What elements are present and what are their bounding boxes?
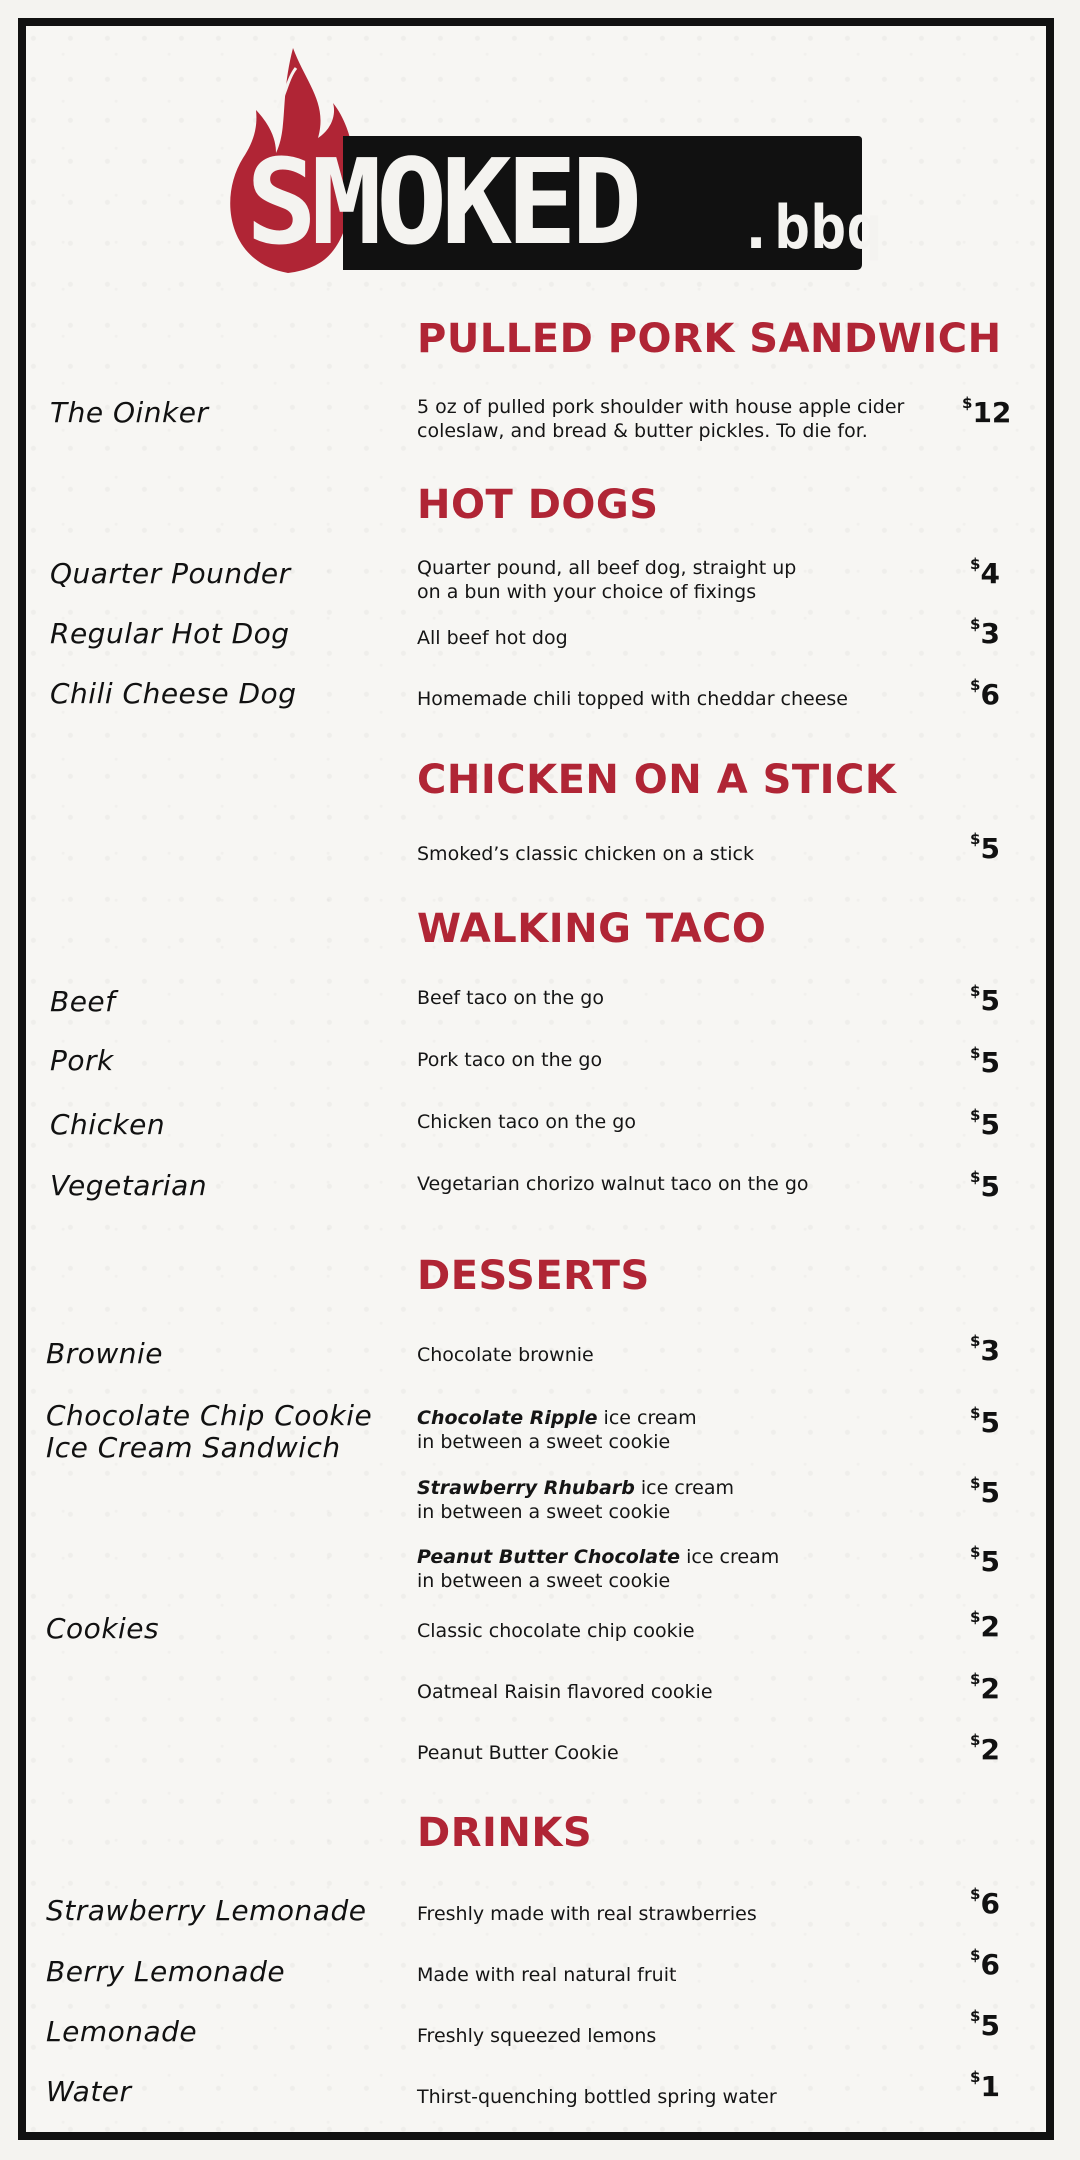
item-price-peanut-butter-chocolate: $5 (970, 1543, 1000, 1578)
item-price-chocolate-ripple: $5 (970, 1404, 1000, 1439)
item-name-pork: Pork (50, 1044, 114, 1077)
item-price-chili-cheese-dog: $6 (970, 676, 1000, 711)
item-desc-vegetarian: Vegetarian chorizo walnut taco on the go (417, 1173, 809, 1195)
item-desc-peanut-butter-chocolate: Peanut Butter Chocolate ice cream in between a sweet cookie (417, 1546, 780, 1592)
item-desc-brownie: Chocolate brownie (417, 1344, 594, 1366)
item-name-ice-cream-sandwich: Chocolate Chip Cookie Ice Cream Sandwich (46, 1399, 373, 1464)
item-name-lemonade: Lemonade (46, 2015, 198, 2048)
item-price-berry-lemonade: $6 (970, 1946, 1000, 1981)
item-desc-water: Thirst-quenching bottled spring water (417, 2086, 777, 2108)
item-desc-oatmeal-raisin: Oatmeal Raisin flavored cookie (417, 1681, 713, 1703)
item-desc-regular-hot-dog: All beef hot dog (417, 627, 568, 649)
item-desc-beef: Beef taco on the go (417, 987, 604, 1009)
item-name-vegetarian: Vegetarian (50, 1169, 208, 1202)
item-price-the-oinker: $12 (962, 394, 1012, 429)
item-name-beef: Beef (50, 985, 116, 1018)
item-desc-chicken-on-a-stick: Smoked’s classic chicken on a stick (417, 843, 754, 865)
item-desc-classic-chocolate-chip: Classic chocolate chip cookie (417, 1620, 695, 1642)
item-price-strawberry-lemonade: $6 (970, 1885, 1000, 1920)
item-price-pork: $5 (970, 1044, 1000, 1079)
item-price-brownie: $3 (970, 1332, 1000, 1367)
item-desc-quarter-pounder: Quarter pound, all beef dog, straight up on a bun with your choice of fixings (417, 557, 797, 603)
item-name-quarter-pounder: Quarter Pounder (50, 557, 291, 590)
item-name-brownie: Brownie (46, 1337, 164, 1370)
item-price-water: $1 (970, 2068, 1000, 2103)
item-price-quarter-pounder: $4 (970, 555, 1000, 590)
item-desc-strawberry-rhubarb: Strawberry Rhubarb ice cream in between a sweet cookie (417, 1477, 735, 1523)
item-price-lemonade: $5 (970, 2007, 1000, 2042)
section-title-desserts: DESSERTS (417, 1253, 650, 1299)
item-price-regular-hot-dog: $3 (970, 615, 1000, 650)
item-desc-berry-lemonade: Made with real natural fruit (417, 1964, 677, 1986)
section-title-pulled-pork: PULLED PORK SANDWICH (417, 316, 1002, 362)
item-price-oatmeal-raisin: $2 (970, 1670, 1000, 1705)
item-name-cookies: Cookies (46, 1612, 160, 1645)
item-name-water: Water (46, 2075, 132, 2108)
item-desc-the-oinker: 5 oz of pulled pork shoulder with house apple cider coleslaw, and bread & butter pickles. To die for. (417, 396, 905, 442)
item-name-chicken: Chicken (50, 1108, 166, 1141)
item-desc-chicken: Chicken taco on the go (417, 1111, 636, 1133)
section-title-hot-dogs: HOT DOGS (417, 482, 659, 528)
item-price-vegetarian: $5 (970, 1168, 1000, 1203)
flame-icon (218, 48, 883, 278)
item-desc-chocolate-ripple: Chocolate Ripple ice cream in between a sweet cookie (417, 1407, 697, 1453)
svg-text:.bbq: .bbq (738, 193, 883, 263)
item-price-strawberry-rhubarb: $5 (970, 1474, 1000, 1509)
item-price-peanut-butter-cookie: $2 (970, 1731, 1000, 1766)
item-desc-chili-cheese-dog: Homemade chili topped with cheddar cheese (417, 688, 848, 710)
item-name-chili-cheese-dog: Chili Cheese Dog (50, 677, 297, 710)
smoked-bbq-logo (218, 48, 883, 278)
item-desc-pork: Pork taco on the go (417, 1049, 603, 1071)
item-name-berry-lemonade: Berry Lemonade (46, 1955, 286, 1988)
section-title-chicken-on-a-stick: CHICKEN ON A STICK (417, 757, 897, 803)
item-name-the-oinker: The Oinker (50, 396, 209, 429)
item-price-chicken: $5 (970, 1106, 1000, 1141)
item-desc-strawberry-lemonade: Freshly made with real strawberries (417, 1903, 757, 1925)
item-price-classic-chocolate-chip: $2 (970, 1608, 1000, 1643)
item-name-regular-hot-dog: Regular Hot Dog (50, 617, 290, 650)
item-desc-peanut-butter-cookie: Peanut Butter Cookie (417, 1742, 619, 1764)
item-price-beef: $5 (970, 982, 1000, 1017)
section-title-walking-taco: WALKING TACO (417, 906, 767, 952)
svg-text:SMOKED: SMOKED (246, 133, 637, 271)
item-name-strawberry-lemonade: Strawberry Lemonade (46, 1894, 367, 1927)
item-price-chicken-on-a-stick: $5 (970, 830, 1000, 865)
item-desc-lemonade: Freshly squeezed lemons (417, 2025, 657, 2047)
section-title-drinks: DRINKS (417, 1810, 593, 1856)
